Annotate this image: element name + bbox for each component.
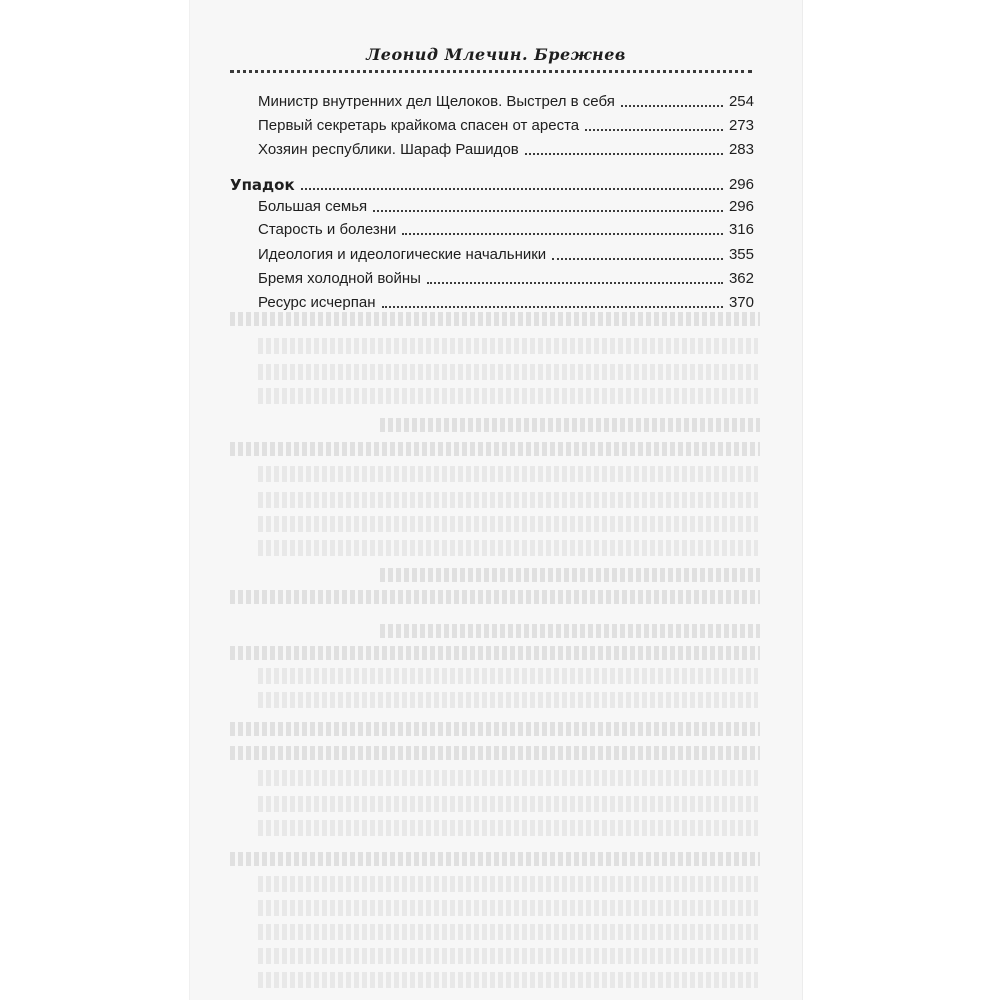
toc-entry-page: 370 <box>728 294 754 311</box>
toc-entry-page: 254 <box>728 93 754 110</box>
book-page <box>190 0 802 1000</box>
toc-entry <box>258 115 754 137</box>
dot-leader <box>402 233 723 235</box>
dot-leader <box>525 153 723 155</box>
dot-leader <box>552 258 723 260</box>
toc-section-heading <box>230 174 754 196</box>
toc-entry-title: Первый секретарь крайкома спасен от ареста <box>258 117 580 134</box>
dot-leader <box>621 105 723 107</box>
toc-entry-title: Хозяин республики. Шараф Рашидов <box>258 141 519 158</box>
toc-entry-title: Идеология и идеологические начальники <box>258 246 547 263</box>
toc-entry-page: 316 <box>728 221 754 238</box>
toc-entry-title: Бремя холодной войны <box>258 270 421 287</box>
toc-entry-title: Министр внутренних дел Щелоков. Выстрел в себя <box>258 93 615 110</box>
toc-entry-title: Старость и болезни <box>258 221 397 238</box>
dot-leader <box>427 282 723 284</box>
toc-entry-page: 296 <box>728 198 754 215</box>
toc-entry <box>258 292 754 314</box>
toc-entry-page: 283 <box>728 141 754 158</box>
dot-leader <box>585 129 723 131</box>
toc-entry <box>258 219 754 241</box>
toc-entry <box>258 196 754 218</box>
toc-section-page: 296 <box>728 176 754 193</box>
toc-entry <box>258 91 754 113</box>
header-dotted-rule <box>230 70 752 73</box>
toc-entry-title: Большая семья <box>258 198 368 215</box>
dot-leader <box>301 188 723 190</box>
dot-leader <box>373 210 723 212</box>
toc-section-title: Упадок <box>230 176 295 194</box>
toc-entry <box>258 139 754 161</box>
toc-entry <box>258 244 754 266</box>
running-head: Леонид Млечин. Брежнев <box>366 45 626 64</box>
toc-entry-title: Ресурс исчерпан <box>258 294 376 311</box>
toc-entry <box>258 268 754 290</box>
dot-leader <box>382 306 723 308</box>
toc-entry-page: 273 <box>728 117 754 134</box>
toc-entry-page: 355 <box>728 246 754 263</box>
toc-entry-page: 362 <box>728 270 754 287</box>
